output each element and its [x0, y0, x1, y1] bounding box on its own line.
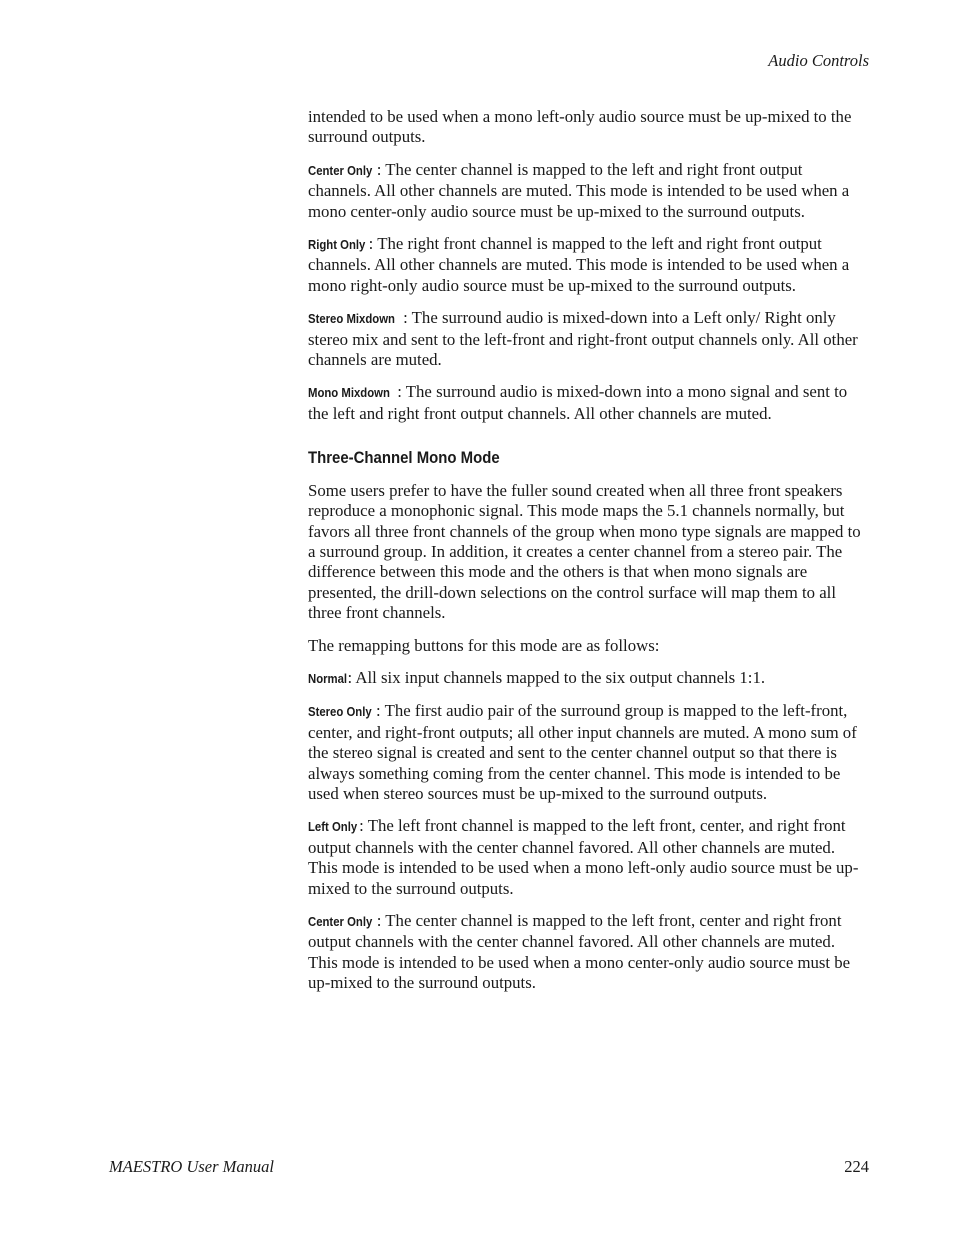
section-body: Some users prefer to have the fuller sound created when all three front speakers reproduce a monophonic signal. This mode maps the 5.1 channels normally, but favors all three front channels of the group when mono type signals are mapped to a surround group. In addition, it creates a center channel from a stereo pair. The difference between this mode and the others is that when mono signals are presented, the drill-down selections on the control surface will map them to all three front channels. [308, 480, 861, 623]
second-mode-list [308, 668, 868, 994]
mode-item [308, 160, 868, 222]
mode-term: Mono Mixdown [308, 385, 390, 401]
mode-description: : All six input channels mapped to the six output channels 1:1. [347, 667, 766, 687]
mode-item [308, 668, 868, 689]
mode-term: Stereo Mixdown [308, 311, 395, 327]
mode-description: : The left front channel is mapped to the left front, center, and right front output channels with the center channel favored. All other channels are muted. This mode is intended to be used when a mono left-only audio source must be up-mixed to the surround outputs. [308, 816, 859, 898]
mode-item [308, 911, 868, 994]
section-lead: The remapping buttons for this mode are as follows: [308, 635, 660, 655]
mode-description: : The center channel is mapped to the left and right front output channels. All other channels are muted. This mode is intended to be used when a mono center-only audio source must be up-mixed to the surround outputs. [308, 159, 850, 221]
mode-description: : The center channel is mapped to the left front, center and right front output channels with the center channel favored. All other channels are muted. This mode is intended to be used when a mono center-only audio source must be up-mixed to the surround outputs. [308, 911, 851, 993]
mode-item [308, 308, 868, 370]
mode-term: Center Only [308, 914, 373, 929]
mode-description: : The right front channel is mapped to the left and right front output channels. All other channels are muted. This mode is intended to be used when a mono right-only audio source must be up-mixed to the surround outputs. [308, 234, 850, 295]
mode-description: : The surround audio is mixed-down into a mono signal and sent to the left and right front output channels. All other channels are muted. [308, 382, 848, 423]
mode-item [308, 382, 868, 424]
mode-item [308, 816, 868, 899]
mode-term: Right Only [308, 237, 366, 253]
mode-term: Left Only [308, 819, 358, 835]
mode-term: Stereo Only [308, 704, 372, 720]
mode-term: Center Only [308, 162, 373, 178]
intro-continuation: intended to be used when a mono left-only audio source must be up-mixed to the surround outputs. [308, 107, 852, 147]
mode-term: Normal [308, 670, 348, 686]
footer-manual-title: MAESTRO User Manual [109, 1157, 274, 1176]
running-head: Audio Controls [768, 51, 869, 70]
mode-description: : The first audio pair of the surround group is mapped to the left-front, center, and right-front outputs; all other input channels are muted. A mono sum of the stereo signal is created and sent to the center channel output so that there is always something coming from the center channel. This mode is intended to be used when stereo sources must be up-mixed to the surround outputs. [308, 701, 857, 803]
first-mode-list [308, 160, 868, 424]
mode-item [308, 234, 868, 296]
page-body [308, 107, 868, 1006]
mode-description: : The surround audio is mixed-down into a Left only/ Right only stereo mix and sent to the left-front and right-front output channels only. All other channels are muted. [308, 308, 858, 370]
footer-page-number: 224 [844, 1157, 869, 1176]
mode-item [308, 701, 868, 804]
section-heading: Three-Channel Mono Mode [308, 448, 500, 468]
